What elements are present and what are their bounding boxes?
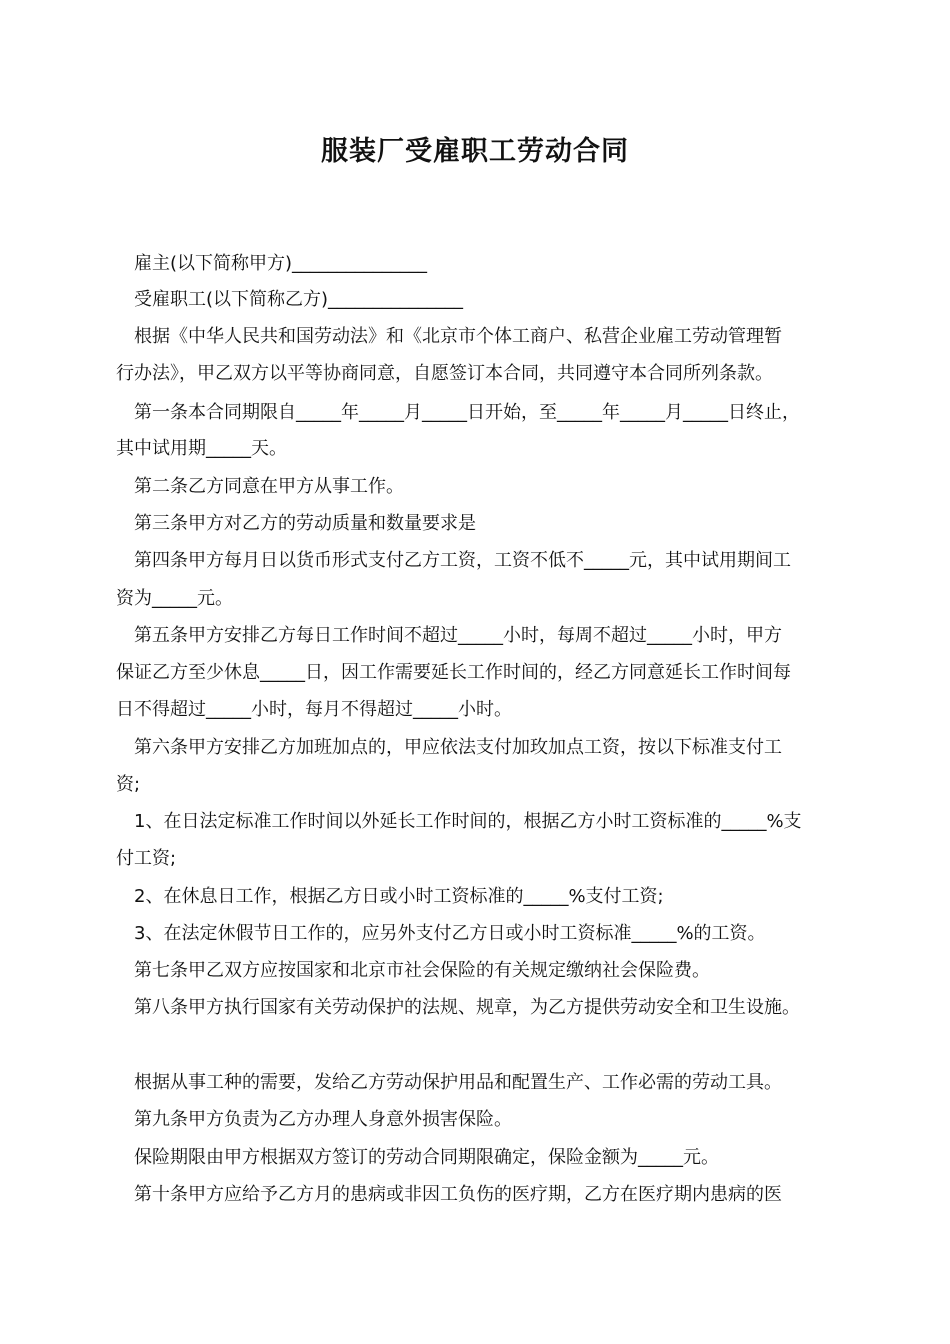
preamble-line-1: 根据《中华人民共和国劳动法》和《北京市个体工商户、私营企业雇工劳动管理暂 — [134, 326, 782, 347]
document-title: 服装厂受雇职工劳动合同 — [321, 136, 629, 167]
preamble-line-2: 行办法》，甲乙双方以平等协商同意，自愿签订本合同，共同遵守本合同所列条款。 — [116, 363, 773, 384]
article-10-line-1: 第十条甲方应给予乙方月的患病或非因工负伤的医疗期，乙方在医疗期内患病的医 — [134, 1184, 782, 1205]
article-6-item-2-line: 2、在休息日工作，根据乙方日或小时工资标准的_____%支付工资; — [134, 886, 664, 907]
article-4-line-1: 第四条甲方每月日以货币形式支付乙方工资，工资不低不_____元，其中试用期间工 — [134, 550, 791, 571]
article-3-line: 第三条甲方对乙方的劳动质量和数量要求是 — [134, 513, 476, 534]
article-6-line-2: 资; — [116, 774, 141, 795]
article-5-line-2: 保证乙方至少休息_____日，因工作需要延长工作时间的，经乙方同意延长工作时间每 — [116, 662, 791, 683]
article-6-item-3-line: 3、在法定休假节日工作的，应另外支付乙方日或小时工资标准_____%的工资。 — [134, 923, 766, 944]
article-7-line: 第七条甲乙双方应按国家和北京市社会保险的有关规定缴纳社会保险费。 — [134, 960, 710, 981]
article-1-line-2: 其中试用期_____天。 — [116, 438, 287, 459]
article-9-line-2: 保险期限由甲方根据双方签订的劳动合同期限确定，保险金额为_____元。 — [134, 1147, 719, 1168]
article-6-item-1-line-1: 1、在日法定标准工作时间以外延长工作时间的，根据乙方小时工资标准的_____%支 — [134, 811, 802, 832]
article-8-line-1: 第八条甲方执行国家有关劳动保护的法规、规章，为乙方提供劳动安全和卫生设施。 — [134, 997, 800, 1018]
article-9-line-1: 第九条甲方负责为乙方办理人身意外损害保险。 — [134, 1109, 512, 1130]
article-4-line-2: 资为_____元。 — [116, 588, 233, 609]
article-8-line-2: 根据从事工种的需要，发给乙方劳动保护用品和配置生产、工作必需的劳动工具。 — [134, 1072, 782, 1093]
article-5-line-1: 第五条甲方安排乙方每日工作时间不超过_____小时，每周不超过_____小时，甲方 — [134, 625, 782, 646]
article-6-line-1: 第六条甲方安排乙方加班加点的，甲应依法支付加玫加点工资，按以下标准支付工 — [134, 737, 782, 758]
article-6-item-1-line-2: 付工资; — [116, 848, 177, 869]
article-5-line-3: 日不得超过_____小时，每月不得超过_____小时。 — [116, 699, 512, 720]
article-1-line-1: 第一条本合同期限自_____年_____月_____日开始，至_____年_____月_____日终止， — [134, 402, 800, 423]
article-2-line: 第二条乙方同意在甲方从事工作。 — [134, 476, 404, 497]
employer-line: 雇主(以下简称甲方)_______________ — [134, 253, 428, 274]
employee-line: 受雇职工(以下简称乙方)_______________ — [134, 289, 464, 310]
